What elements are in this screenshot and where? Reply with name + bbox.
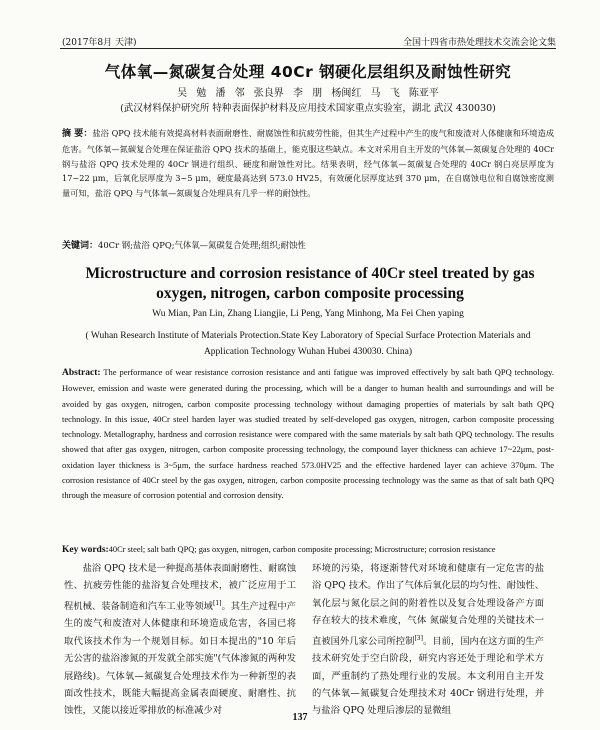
chinese-keywords-text: 40Cr 钢;盐浴 QPQ;气体氧—氮碳复合处理;组织;耐蚀性 xyxy=(98,240,306,250)
body-column-right xyxy=(312,560,544,720)
english-keywords-text: 40Cr steel; salt bath QPQ; gas oxygen, nitrogen, carbon composite processing; Microstructure; corrosion resistance xyxy=(108,545,496,554)
citation-1: [1] xyxy=(212,599,222,607)
english-keywords xyxy=(62,545,554,555)
body-left-text-b: 。其生产过程中产生的废气和废渣对人体健康和环境造成危害，各国已将取代该技术作为一个规划目标。如日本提出的"10 年后无公害的盐浴渗氮的开发就全部实施"(气体渗氮的两种发展路线)。气体氧—氮碳复合处理技术作为一种新型的表面改性技术，既能大幅提高金属表面硬度、耐磨性、抗蚀性，又能以接近零排放的标准减少对 xyxy=(64,600,296,717)
body-right-text-b: 。目前，国内在这方面的生产技术研究处于空白阶段，研究内容还处于理论和学术方面，严重制约了热处理行业的发展。本文利用自主开发的气体氧—氮碳复合处理技术对 40Cr 钢进行处理，并与盐浴 QPQ 处理后渗层的显微组 xyxy=(312,635,544,717)
body-right-text-a: 环境的污染，将逐渐替代对环境和健康有一定危害的盐浴 QPQ 技术。作出了气体后氧化层的均匀性、耐蚀性、氧化层与氮化层之间的附着性以及复合处理设备产方面存在较大的技术难度，气体 氮碳复合处理的关键技术一直被国外几家公司所控制 xyxy=(312,563,544,647)
english-authors: Wu Mian, Pan Lin, Zhang Liangjie, Li Peng, Yang Minhong, Ma Fei Chen yaping xyxy=(152,309,464,319)
body-left-text-a: 盐浴 QPQ 技术是一种提高基体表面耐磨性、耐腐蚀性、抗疲劳性能的盐浴复合处理技术，被广泛应用于工程机械、装备制造和汽车工业等领域 xyxy=(64,563,296,612)
chinese-title: 气体氧—氮碳复合处理 40Cr 钢硬化层组织及耐蚀性研究 xyxy=(104,63,512,81)
running-head-right: 全国十四省市热处理技术交流会论文集 xyxy=(402,38,556,48)
chinese-abstract-label: 摘 要： xyxy=(62,129,93,139)
running-head xyxy=(62,34,556,48)
chinese-authors: 吴 勉 潘 邻 张良界 李 朋 杨闽红 马 飞 陈亚平 xyxy=(177,88,439,99)
english-abstract-text: The performance of wear resistance corrosion resistance and anti fatigue was improved effectively by salt bath QPQ technology. However, emission and waste were generated during the processing, which will be a danger to human health and surroundings and will be avoided by gas oxygen, nitrogen, carbon composite processing technology without damaging properties of materials by salt bath QPQ technology. In this issue, 40Cr steel harden layer was studied treated by self-developed gas oxygen, nitrogen, carbon composite processing technology. Metallography, hardness and corrosion resistance were compared with the same materials by salt bath QPQ technology. The results showed that after gas oxygen, nitrogen, carbon composite processing technology, the compound layer thickness can achieve 17~22μm, post-oxidation layer thickness is 3~5μm, the surface hardness reached 573.0HV25 and the effective hardened layer can achieve 370μm. The corrosion resistance of 40Cr steel by the gas oxygen, nitrogen, carbon composite processing technology was the same as that of salt bath QPQ through the measure of corrosion potential and corrosion density. xyxy=(62,367,554,501)
english-affiliation: ( Wuhan Research Institute of Materials Protection.State Key Laboratory of Special Surface Protection Materials and Application Technology Wuhan Hubei 430030. China) xyxy=(85,331,531,357)
english-abstract xyxy=(62,365,554,504)
chinese-affiliation: (武汉材料保护研究所 特种表面保护材料及应用技术国家重点实验室，湖北 武汉 430030) xyxy=(120,103,496,114)
page-number: 137 xyxy=(292,712,308,723)
english-abstract-label: Abstract: xyxy=(62,368,101,378)
english-title: Microstructure and corrosion resistance of 40Cr steel treated by gas oxygen, nitrogen, carbon composite processing xyxy=(85,265,535,302)
citation-3: [3] xyxy=(414,634,423,642)
header-rule xyxy=(60,48,556,49)
running-head-left: (2017年8月 天津) xyxy=(62,38,137,48)
chinese-keywords xyxy=(62,238,554,251)
english-keywords-label: Key words: xyxy=(62,545,109,555)
body-column-left xyxy=(64,560,296,720)
chinese-keywords-label: 关键词： xyxy=(62,241,99,251)
chinese-abstract-text: 盐浴 QPQ 技术能有效提高材料表面耐磨性、耐腐蚀性和抗疲劳性能，但其生产过程中产生的废气和废渣对人体健康和环境造成危害。气体氧—氮碳复合处理在保证盐浴 QPQ 技术的基础上，能克服这些缺点。本文对采用自主开发的气体氧—氮碳复合处理的 40Cr 钢与盐浴 QPQ 技术处理的 40Cr 钢进行组织、硬度和耐蚀性对比。结果表明，经气体氧—氮碳复合处理的 40Cr 钢白亮层厚度为 17~22 μm，后氧化层厚度为 3~5 μm，硬度最高达到 573.0 HV25，有效硬化层厚度达到 370 μm，在自腐蚀电位和自腐蚀密度测量可知，盐浴 QPQ 与气体氧—氮碳复合处理具有几乎一样的耐蚀性。 xyxy=(62,128,555,199)
chinese-abstract xyxy=(62,126,554,201)
